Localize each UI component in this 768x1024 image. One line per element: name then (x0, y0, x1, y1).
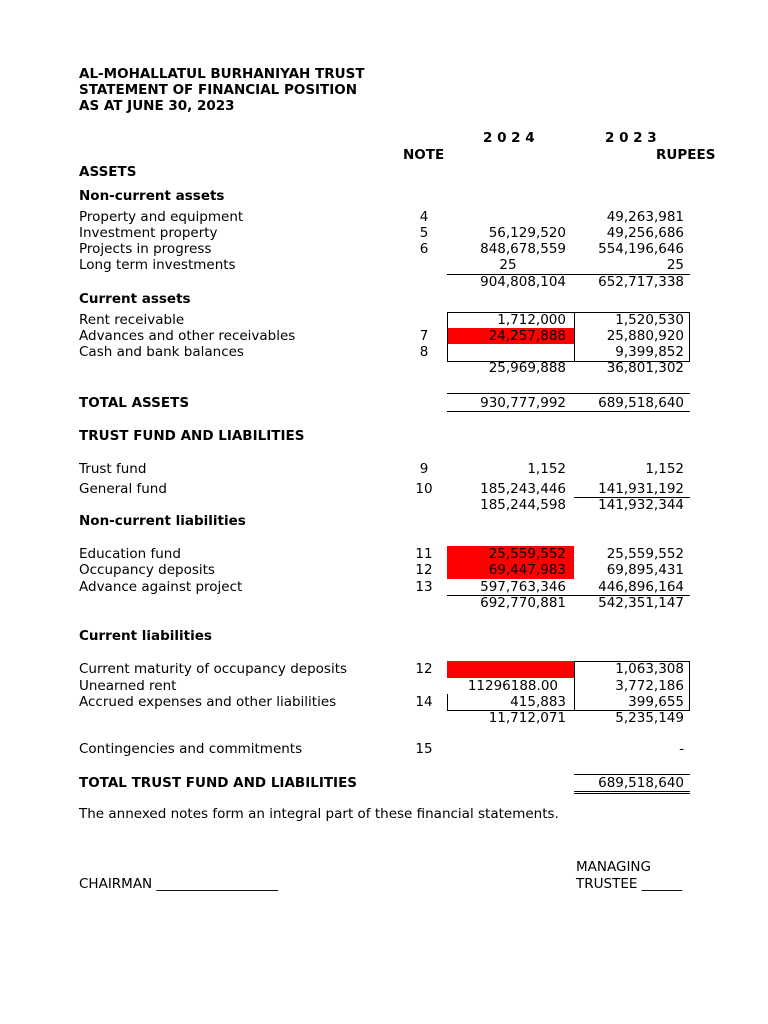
noncurrent-assets-total-2023: 652,717,338 (598, 274, 684, 290)
noncurrent-liabilities-total-2023: 542,351,147 (598, 595, 684, 611)
row-value-2024: 56,129,520 (488, 225, 566, 241)
total-liabilities-2023: 689,518,640 (598, 775, 684, 791)
current-assets-total-2024: 25,969,888 (488, 360, 566, 376)
row-value-2024: 25,559,552 (488, 546, 566, 562)
row-label: Rent receivable (79, 312, 185, 328)
contingencies-note: 15 (415, 741, 433, 757)
box-rule (447, 694, 448, 711)
row-value-2023: 399,655 (628, 694, 684, 710)
row-value-2024: 185,243,446 (480, 481, 566, 497)
row-value-2024: 24,257,888 (488, 328, 566, 344)
row-value-2023: 69,895,431 (606, 562, 684, 578)
total-assets-label: TOTAL ASSETS (79, 395, 190, 411)
total-liabilities-label: TOTAL TRUST FUND AND LIABILITIES (79, 775, 358, 791)
row-note: 8 (419, 344, 429, 360)
row-note: 4 (419, 209, 429, 225)
current-liabilities-heading: Current liabilities (79, 628, 212, 644)
total-assets-2023: 689,518,640 (598, 395, 684, 411)
org-name: AL-MOHALLATUL BURHANIYAH TRUST (79, 66, 365, 82)
row-label: Unearned rent (79, 678, 177, 694)
col-currency-heading: RUPEES (656, 147, 716, 163)
trustee-signature-line: TRUSTEE ______ (576, 876, 683, 892)
row-value-2023: 25,559,552 (606, 546, 684, 562)
liabilities-heading: TRUST FUND AND LIABILITIES (79, 428, 305, 444)
row-value-2024: 69,447,983 (488, 562, 566, 578)
row-note: 6 (419, 241, 429, 257)
col-2023-heading: 2 0 2 3 (605, 130, 657, 146)
row-value-2024: 597,763,346 (480, 579, 566, 595)
row-note: 10 (415, 481, 433, 497)
row-label: Accrued expenses and other liabilities (79, 694, 337, 710)
row-label: Property and equipment (79, 209, 244, 225)
row-value-2023: 1,063,308 (615, 661, 684, 677)
total-assets-2024: 930,777,992 (480, 395, 566, 411)
total-rule (574, 793, 690, 794)
row-label: General fund (79, 481, 167, 497)
row-value-2023: 25 (666, 257, 684, 273)
box-rule (689, 661, 690, 711)
row-value-2023: 25,880,920 (606, 328, 684, 344)
row-note: 5 (419, 225, 429, 241)
current-liabilities-total-2024: 11,712,071 (488, 710, 566, 726)
total-rule (574, 791, 690, 792)
row-value-2023: 141,931,192 (598, 481, 684, 497)
col-note-heading: NOTE (403, 147, 445, 163)
contingencies-2023: - (679, 741, 684, 757)
row-label: Trust fund (79, 461, 147, 477)
managing-label: MANAGING (576, 859, 651, 875)
row-label: Advance against project (79, 579, 243, 595)
row-value-2024: 1,712,000 (497, 312, 566, 328)
row-value-2023: 1,520,530 (615, 312, 684, 328)
box-rule (689, 312, 690, 361)
funds-total-2024: 185,244,598 (480, 497, 566, 513)
current-assets-total-2023: 36,801,302 (606, 360, 684, 376)
total-rule (447, 393, 690, 394)
row-label: Occupancy deposits (79, 562, 215, 578)
total-rule (447, 411, 690, 412)
chairman-signature-line: CHAIRMAN __________________ (79, 876, 278, 892)
row-value-2023: 446,896,164 (598, 579, 684, 595)
current-liabilities-total-2023: 5,235,149 (615, 710, 684, 726)
col-2024-heading: 2 0 2 4 (483, 130, 535, 146)
noncurrent-assets-total-2024: 904,808,104 (480, 274, 566, 290)
row-note: 12 (415, 562, 433, 578)
box-rule (447, 312, 448, 361)
row-value-2024: 1,152 (527, 461, 566, 477)
row-note: 14 (415, 694, 433, 710)
row-value-2023: 49,263,981 (606, 209, 684, 225)
row-label: Advances and other receivables (79, 328, 296, 344)
row-note: 13 (415, 579, 433, 595)
row-note: 11 (415, 546, 433, 562)
highlight-cell (447, 661, 574, 678)
row-label: Projects in progress (79, 241, 212, 257)
annex-note: The annexed notes form an integral part of these financial statements. (79, 806, 559, 822)
row-value-2024: 415,883 (510, 694, 566, 710)
row-value-2024: 25 (499, 257, 517, 273)
row-note: 9 (419, 461, 429, 477)
funds-total-2023: 141,932,344 (598, 497, 684, 513)
assets-heading: ASSETS (79, 164, 137, 180)
box-rule (574, 312, 575, 361)
row-label: Cash and bank balances (79, 344, 244, 360)
statement-title: STATEMENT OF FINANCIAL POSITION (79, 82, 358, 98)
row-value-2023: 3,772,186 (615, 678, 684, 694)
row-note: 12 (415, 661, 433, 677)
row-value-2024: 11296188.00 (467, 678, 558, 694)
statement-date: AS AT JUNE 30, 2023 (79, 98, 235, 114)
row-value-2024: 848,678,559 (480, 241, 566, 257)
current-assets-heading: Current assets (79, 291, 191, 307)
box-rule (574, 661, 575, 711)
row-label: Education fund (79, 546, 181, 562)
row-value-2023: 9,399,852 (615, 344, 684, 360)
row-label: Long term investments (79, 257, 236, 273)
noncurrent-liabilities-heading: Non-current liabilities (79, 513, 246, 529)
noncurrent-liabilities-total-2024: 692,770,881 (480, 595, 566, 611)
row-note: 7 (419, 328, 429, 344)
row-value-2023: 1,152 (645, 461, 684, 477)
row-label: Investment property (79, 225, 218, 241)
noncurrent-assets-heading: Non-current assets (79, 188, 225, 204)
row-value-2023: 554,196,646 (598, 241, 684, 257)
row-value-2023: 49,256,686 (606, 225, 684, 241)
row-label: Current maturity of occupancy deposits (79, 661, 348, 677)
contingencies-label: Contingencies and commitments (79, 741, 303, 757)
